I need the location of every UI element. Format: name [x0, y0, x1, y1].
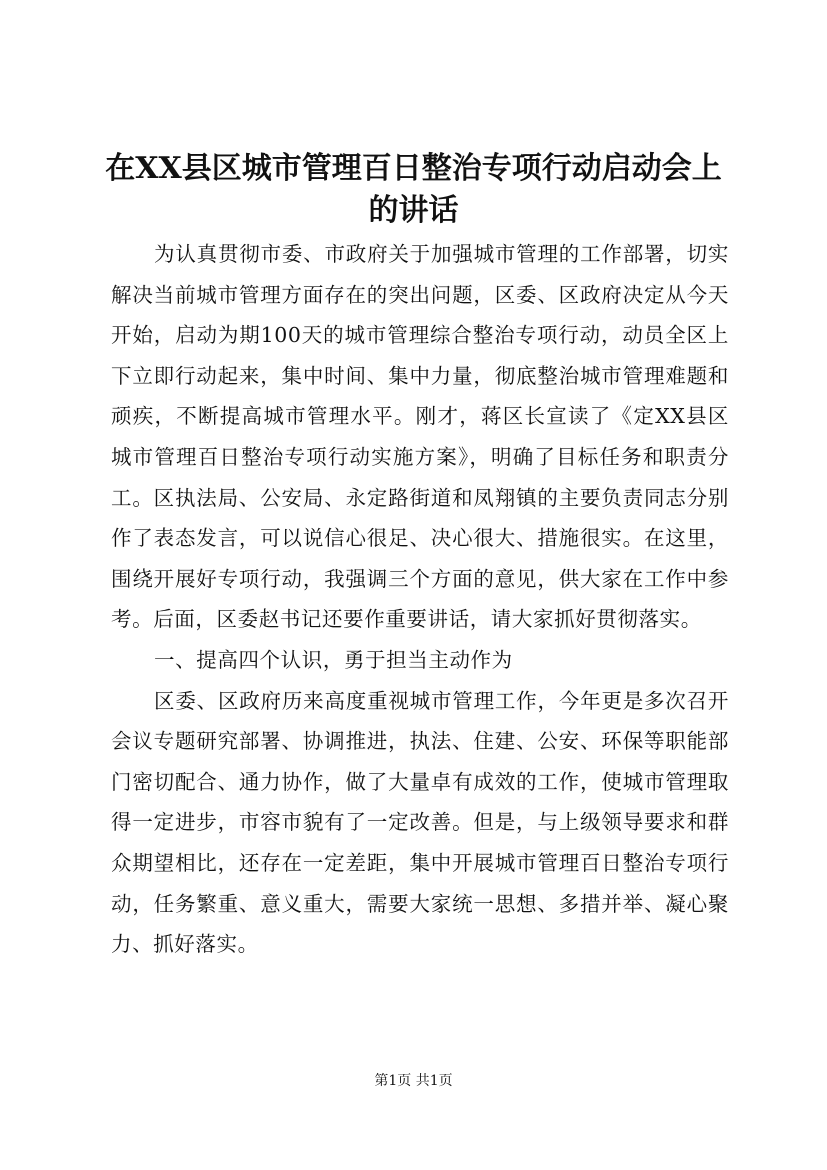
paragraph-intro: 为认真贯彻市委、市政府关于加强城市管理的工作部署，切实解决当前城市管理方面存在的突出问题，区委、区政府决定从今天开始，启动为期100天的城市管理综合整治专项行动，动员全区上下立即行动起来，集中时间、集中力量，彻底整治城市管理难题和顽疾，不断提高城市管理水平。刚才，蒋区长宣读了《定XX县区城市管理百日整治专项行动实施方案》，明确了目标任务和职责分工。区执法局、公安局、永定路街道和凤翔镇的主要负责同志分别作了表态发言，可以说信心很足、决心很大、措施很实。在这里，围绕开展好专项行动，我强调三个方面的意见，供大家在工作中参考。后面，区委赵书记还要作重要讲话，请大家抓好贯彻落实。: [111, 242, 729, 632]
page-footer: 第1页 共1页: [374, 1073, 453, 1089]
paragraph-section-one: 区委、区政府历来高度重视城市管理工作，今年更是多次召开会议专题研究部署、协调推进，执法、住建、公安、环保等职能部门密切配合、通力协作，做了大量卓有成效的工作，使城市管理取得一定进步，市容市貌有了一定改善。但是，与上级领导要求和群众期望相比，还存在一定差距，集中开展城市管理百日整治专项行动，任务繁重、意义重大，需要大家统一思想、多措并举、凝心聚力、抓好落实。: [111, 688, 729, 957]
section-heading: 一、提高四个认识，勇于担当主动作为: [154, 647, 513, 672]
document-body: [111, 234, 729, 965]
document-title: 在XX县区城市管理百日整治专项行动启动会上的讲话: [105, 151, 722, 228]
